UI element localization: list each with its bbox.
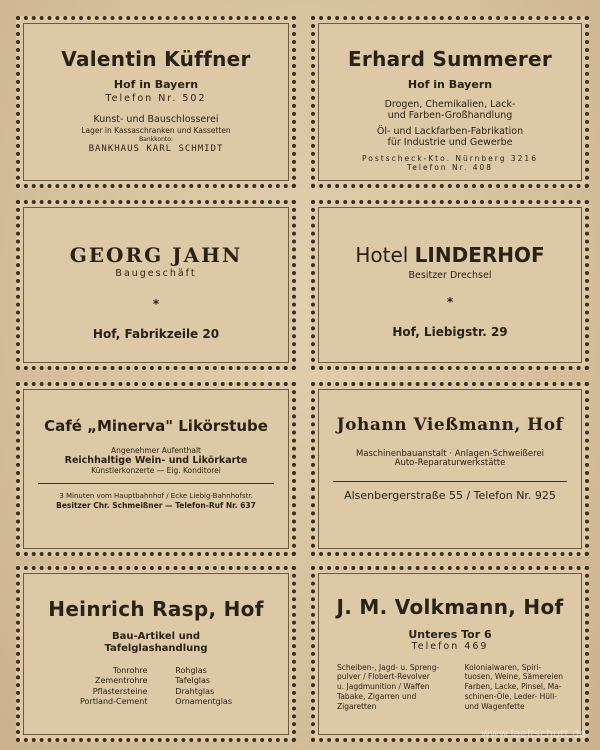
ad-line: 3 Minuten vom Hauptbahnhof / Ecke Liebig-Bahnhofstr. <box>59 492 253 501</box>
ad-address: Alsenbergerstraße 55 / Telefon Nr. 925 <box>344 489 556 503</box>
product-item: Scheiben-, Jagd- u. Spreng- <box>337 662 440 672</box>
product-column-left <box>337 663 439 712</box>
product-item: Tafelglas <box>175 676 211 686</box>
ad-address: Hof, Fabrikzeile 20 <box>92 326 220 341</box>
ad-bank-label: Bankkonto: <box>139 136 173 144</box>
ad-product-columns <box>20 666 292 708</box>
product-item: tuosen, Weine, Sämereien <box>464 672 563 682</box>
ad-johann-viessmann <box>311 382 589 556</box>
ad-phone: Telefon 469 <box>411 640 489 652</box>
product-item: Farben, Lacke, Pinsel, Ma- <box>464 682 562 692</box>
ad-jm-volkmann <box>311 566 589 742</box>
product-column-right <box>175 666 232 708</box>
ad-georg-jahn <box>16 200 296 370</box>
ad-bank: BANKHAUS KARL SCHMIDT <box>88 144 224 154</box>
star-ornament-icon: * <box>152 296 160 311</box>
product-item: schinen-Öle, Leder- Hüll- <box>464 691 557 701</box>
product-item: Zementrohre <box>95 676 148 686</box>
ad-hotel-linderhof <box>311 200 589 370</box>
ad-name: Erhard Summerer <box>347 47 553 71</box>
ad-owner: Besitzer Drechsel <box>408 270 492 281</box>
ad-city: Hof in Bayern <box>113 78 199 91</box>
ad-line: Tafelglashandlung <box>104 642 208 654</box>
product-item: Rohglas <box>175 666 207 675</box>
product-item: Kolonialwaren, Spiri- <box>464 662 542 672</box>
product-item: und Wagenfette <box>464 701 525 711</box>
ad-product-columns <box>315 663 585 712</box>
product-item: Tabake, Zigarren und <box>337 691 417 701</box>
star-ornament-icon: * <box>446 294 454 309</box>
ad-line: Bau-Artikel und <box>112 631 200 642</box>
ad-name: Johann Vießmann, Hof <box>336 415 564 435</box>
ad-line: Drogen, Chemikalien, Lack- <box>384 98 516 110</box>
product-column-right <box>465 663 563 712</box>
ad-line: Kunst- und Bauschlosserei <box>93 113 219 125</box>
product-item: Ornamentglas <box>175 697 232 707</box>
ad-name: LINDERHOF <box>414 243 545 267</box>
ad-line: Besitzer Chr. Schmeißner — Telefon-Ruf Nr. 637 <box>56 501 256 511</box>
ad-line: Künstlerkonzerte — Eig. Konditorei <box>91 465 221 475</box>
ad-address: Hof, Liebigstr. 29 <box>392 324 508 339</box>
product-item: Tonrohre <box>112 666 148 675</box>
ad-title <box>315 244 585 267</box>
ad-name: Café „Minerva" Likörstube <box>44 417 268 435</box>
product-item: pulver / Flobert-Revolver <box>337 672 430 682</box>
product-item: Drahtglas <box>175 686 215 696</box>
divider-rule <box>333 481 567 482</box>
ad-postscheck: Postscheck-Kto. Nürnberg 3216 <box>362 154 538 164</box>
product-item: Pflastersteine <box>92 686 148 696</box>
ad-line: Maschinenbauanstalt · Anlagen-Schweißerei <box>355 448 545 459</box>
product-item: Portland-Cement <box>80 697 148 707</box>
ad-erhard-summerer <box>311 16 589 188</box>
ad-business: Baugeschäft <box>115 268 197 279</box>
ad-name: Valentin Küffner <box>61 47 251 71</box>
divider-rule <box>38 483 274 484</box>
product-column-left <box>80 666 147 708</box>
product-item: Zigaretten <box>337 701 377 711</box>
ad-phone: Telefon Nr. 408 <box>406 162 494 172</box>
ad-name-prefix: Hotel <box>355 243 409 267</box>
ad-name: GEORG JAHN <box>69 243 243 267</box>
ad-address: Unteres Tor 6 <box>408 628 492 641</box>
ad-valentin-kueffner <box>16 16 296 188</box>
ad-line: Auto-Reparaturwerkstätte <box>394 458 506 469</box>
ad-cafe-minerva <box>16 382 296 556</box>
ad-line: und Farben-Großhandlung <box>387 109 513 121</box>
ad-line: für Industrie und Gewerbe <box>387 137 513 149</box>
ad-line: Reichhaltige Wein- und Likörkarte <box>64 454 248 466</box>
ad-city: Hof in Bayern <box>407 78 493 91</box>
product-item: u. Jagdmunition / Waffen <box>337 682 430 692</box>
ad-phone: Telefon Nr. 502 <box>105 92 207 104</box>
ad-name: Heinrich Rasp, Hof <box>48 597 264 621</box>
ad-line: Angenehmer Aufenthalt <box>111 446 201 456</box>
ad-line: Lager in Kassaschranken und Kassetten <box>81 126 231 136</box>
ad-name: J. M. Volkmann, Hof <box>336 595 564 619</box>
ad-heinrich-rasp <box>16 566 296 742</box>
watermark: www.laeltschutt.de <box>480 727 586 740</box>
ad-line: Öl- und Lackfarben-Fabrikation <box>376 126 524 138</box>
